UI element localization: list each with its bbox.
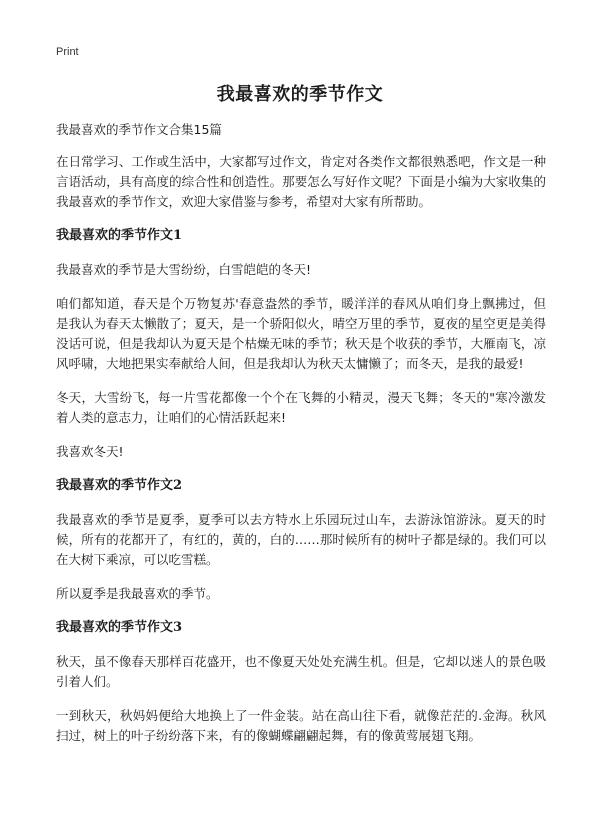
- paragraph: 我喜欢冬天!: [56, 444, 124, 459]
- paragraph: 一到秋天，秋妈妈便给大地换上了一件金装。站在高山往下看，就像茫茫的.金海。秋风扫过，树上的叶子纷纷落下来，有的像蝴蝶翩翩起舞，有的像黄莺展翅飞翔。: [56, 708, 546, 743]
- page-title: 我最喜欢的季节作文: [216, 84, 384, 105]
- print-link[interactable]: Print: [56, 46, 79, 58]
- section-heading: 我最喜欢的季节作文2: [56, 478, 183, 493]
- article-body: [56, 120, 546, 760]
- intro-paragraph: 在日常学习、工作或生活中，大家都写过作文，肯定对各类作文都很熟悉吧，作文是一种言语活动，具有高度的综合性和创造性。那要怎么写好作文呢？下面是小编为大家收集的我最喜欢的季节作文，欢迎大家借鉴与参考，希望对大家有所帮助。: [56, 154, 546, 209]
- paragraph: 咱们都知道，春天是个万物复苏'春意盎然的季节，暖洋洋的春风从咱们身上飘拂过，但是我认为春天太懒散了；夏天，是一个骄阳似火，晴空万里的季节，夏夜的星空更是美得没话可说，但是我却认为夏天是个枯燥无味的季节；秋天是个收获的季节，大雁南飞，凉风呼啸，大地把果实奉献给人间，但是我却认为秋天太慵懒了；而冬天，是我的最爱!: [56, 296, 546, 371]
- paragraph: 我最喜欢的季节是大雪纷纷，白雪皑皑的冬天!: [56, 262, 312, 277]
- section-heading: 我最喜欢的季节作文1: [56, 228, 183, 243]
- article-subtitle: 我最喜欢的季节作文合集15篇: [56, 122, 222, 137]
- paragraph: 我最喜欢的季节是夏季，夏季可以去方特水上乐园玩过山车，去游泳馆游泳。夏天的时候，所有的花都开了，有红的，黄的，白的……那时候所有的树叶子都是绿的。我们可以在大树下乘凉，可以吃雪糕。: [56, 512, 546, 567]
- paragraph: 所以夏季是我最喜欢的季节。: [56, 586, 219, 601]
- paragraph: 秋天，虽不像春天那样百花盛开，也不像夏天处处充满生机。但是，它却以迷人的景色吸引着人们。: [56, 654, 546, 689]
- paragraph: 冬天，大雪纷飞，每一片雪花都像一个个在飞舞的小精灵，漫天飞舞；冬天的"寒冷激发着人类的意志力，让咱们的心情活跃起来!: [56, 390, 546, 425]
- section-heading: 我最喜欢的季节作文3: [56, 620, 183, 635]
